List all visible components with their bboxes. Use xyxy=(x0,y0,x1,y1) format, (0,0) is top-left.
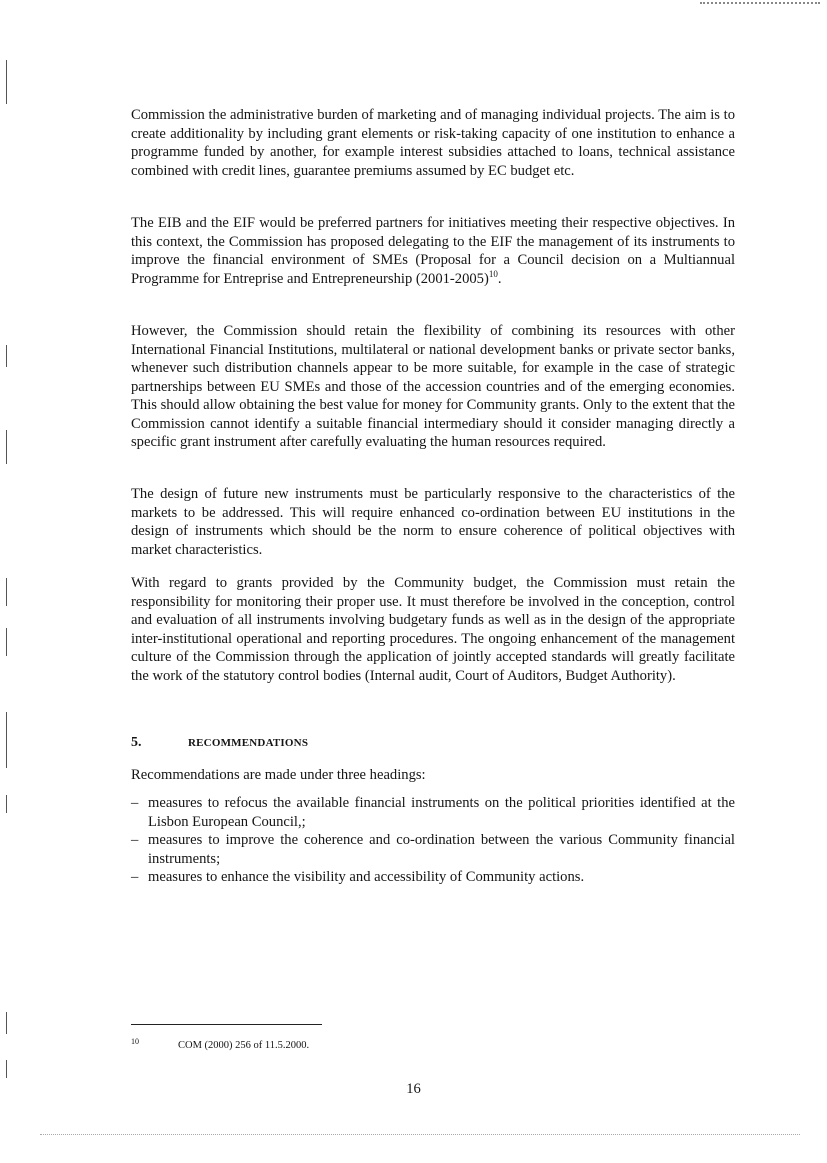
body-paragraph: However, the Commission should retain the flexibility of combining its resources with other International Financial Institutions, multilateral or national development banks or private sector banks, whenever such distribution channels appear to be more suitable, for example in the case of strategic partnerships between EU SMEs and those of the accession countries and of the emerging economies. This should allow obtaining the best value for money for Community grants. Only to the extent that the Commission cannot identify a suitable financial intermediary should it consider managing directly a specific grant instrument after carefully evaluating the human resources required. xyxy=(131,323,735,450)
body-paragraph: With regard to grants provided by the Community budget, the Commission must retain the responsibility for monitoring their proper use. It must therefore be involved in the conception, control and evaluation of all instruments involving budgetary funds as well as in the design of the appropriate inter-institutional operational and reporting procedures. The ongoing enhancement of the management culture of the Commission through the application of jointly accepted standards will greatly facilitate the work of the statutory control bodies (Internal audit, Court of Auditors, Budget Authority). xyxy=(131,575,735,684)
scan-artifact xyxy=(6,430,7,464)
section-heading xyxy=(131,735,308,751)
footnote-text: COM (2000) 256 of 11.5.2000. xyxy=(178,1040,310,1051)
list-item xyxy=(131,831,735,868)
paragraph-text: The EIB and the EIF would be preferred partners for initiatives meeting their respective objectives. In this context, the Commission has proposed delegating to the EIF the management of its instruments to improve the financial environment of SMEs (Proposal for a Council decision on a Multiannual Programme for Entreprise and Entrepreneurship (2001-2005) xyxy=(131,215,735,287)
section-title: RECOMMENDATIONS xyxy=(188,737,309,749)
list-item xyxy=(131,794,735,831)
scan-artifact xyxy=(6,578,7,606)
page-number: 16 xyxy=(406,1081,421,1097)
list-dash: – xyxy=(131,869,139,885)
footnote-reference[interactable]: 10 xyxy=(488,268,498,279)
list-dash: – xyxy=(131,832,139,848)
scan-artifact xyxy=(6,1060,7,1078)
list-item-text: measures to enhance the visibility and accessibility of Community actions. xyxy=(148,869,585,885)
scan-artifact xyxy=(6,795,7,813)
recommendations-list xyxy=(131,794,735,887)
list-item xyxy=(131,868,735,887)
scan-artifact xyxy=(6,1012,7,1034)
list-dash: – xyxy=(131,795,139,811)
scan-artifact xyxy=(6,60,7,104)
list-item-text: measures to improve the coherence and co-ordination between the various Community financial instruments; xyxy=(148,832,735,867)
footnote-divider xyxy=(131,1024,322,1025)
body-paragraph: The design of future new instruments must be particularly responsive to the characteristics of the markets to be addressed. This will require enhanced co-ordination between EU institutions in the design of instruments which should be the norm to ensure coherence of political objectives with market characteristics. xyxy=(131,486,735,558)
scan-artifact xyxy=(700,2,820,5)
paragraph-end: . xyxy=(497,270,502,287)
footnote-mark: 10 xyxy=(131,1037,139,1046)
scan-artifact xyxy=(6,628,7,656)
scan-artifact xyxy=(40,1134,800,1136)
list-item-text: measures to refocus the available financial instruments on the political priorities identified at the Lisbon European Council,; xyxy=(148,795,735,830)
body-paragraph: Commission the administrative burden of marketing and of managing individual projects. The aim is to create additionality by including grant elements or risk-taking capacity of one institution to enhance a programme funded by another, for example interest subsidies attached to loans, technical assistance combined with credit lines, guarantee premiums assumed by EC budget etc. xyxy=(131,107,735,179)
recommendations-intro: Recommendations are made under three headings: xyxy=(131,767,426,783)
body-paragraph xyxy=(131,214,735,288)
scan-artifact xyxy=(6,345,7,367)
section-number: 5. xyxy=(131,735,142,750)
scan-artifact xyxy=(6,712,7,768)
